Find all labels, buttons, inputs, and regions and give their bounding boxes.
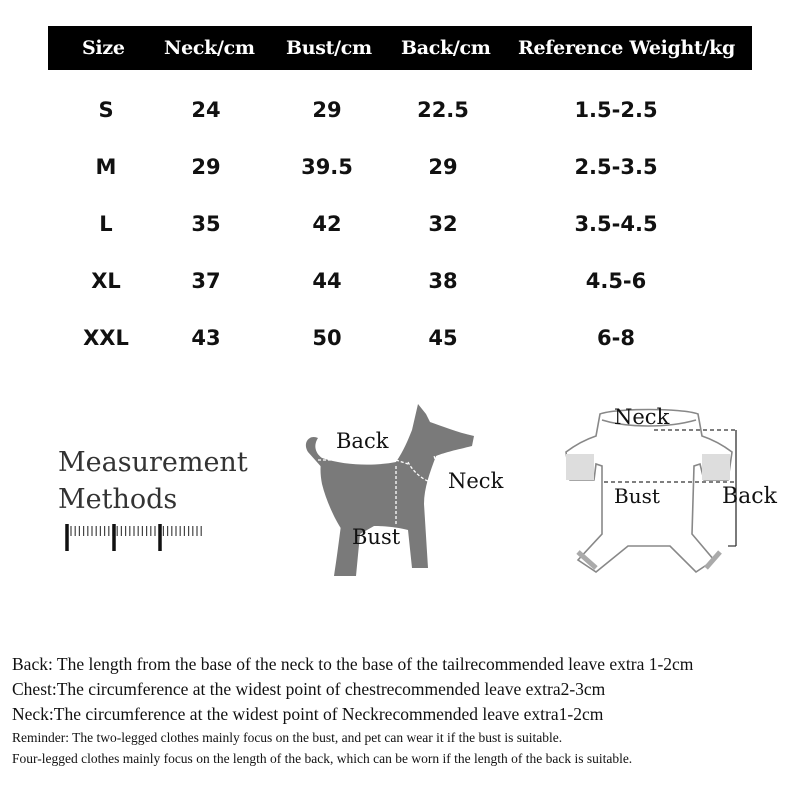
cell-neck: 35 [191,212,221,236]
cell-size: S [98,98,114,122]
ruler-icon [64,522,206,554]
cell-weight: 2.5-3.5 [574,155,658,179]
cell-neck: 37 [191,269,221,293]
measurement-notes [12,652,802,769]
garment-diagram [558,400,794,582]
cell-bust: 44 [312,269,342,293]
table-row [48,86,752,143]
cell-weight: 1.5-2.5 [574,98,658,122]
cell-size: L [99,212,113,236]
table-row [48,143,752,200]
note-neck: Neck:The circumference at the widest point of Neckrecommended leave extra1-2cm [12,704,604,724]
header-back: Back/cm [401,37,491,59]
garment-label-back: Back [722,484,777,509]
cell-neck: 29 [191,155,221,179]
cell-size: M [95,155,117,179]
header-size: Size [82,37,125,59]
measurement-title-line2: Methods [58,484,178,515]
size-table-body [48,86,752,371]
dog-label-back: Back [336,429,389,453]
cell-weight: 6-8 [597,326,635,350]
table-row [48,314,752,371]
cell-bust: 39.5 [301,155,353,179]
cell-weight: 4.5-6 [585,269,647,293]
cell-neck: 43 [191,326,221,350]
cell-back: 22.5 [417,98,469,122]
cell-neck: 24 [191,98,221,122]
header-neck: Neck/cm [164,37,255,59]
size-table-header [48,26,752,70]
cell-back: 38 [428,269,458,293]
note-reminder-1: Reminder: The two-legged clothes mainly focus on the bust, and pet can wear it if the bust is suitable. [12,730,563,745]
cell-bust: 50 [312,326,342,350]
cell-size: XL [91,269,121,293]
cell-back: 29 [428,155,458,179]
table-row [48,200,752,257]
measurement-methods-title [58,444,248,518]
garment-label-bust: Bust [614,484,660,508]
cell-back: 32 [428,212,458,236]
note-reminder-2: Four-legged clothes mainly focus on the length of the back, which can be worn if the length of the back is suitable. [12,751,633,766]
dog-diagram [296,400,504,580]
header-weight: Reference Weight/kg [518,37,735,59]
cell-size: XXL [83,326,129,350]
header-bust: Bust/cm [286,37,372,59]
note-chest: Chest:The circumference at the widest point of chestrecommended leave extra2-3cm [12,679,606,699]
note-back: Back: The length from the base of the neck to the base of the tailrecommended leave extra 1-2cm [12,654,694,674]
dog-label-bust: Bust [352,525,401,549]
garment-label-neck: Neck [614,405,670,429]
dog-label-neck: Neck [448,469,504,493]
cell-weight: 3.5-4.5 [574,212,658,236]
table-row [48,257,752,314]
cell-bust: 42 [312,212,342,236]
cell-back: 45 [428,326,458,350]
cell-bust: 29 [312,98,342,122]
measurement-title-line1: Measurement [58,447,248,478]
